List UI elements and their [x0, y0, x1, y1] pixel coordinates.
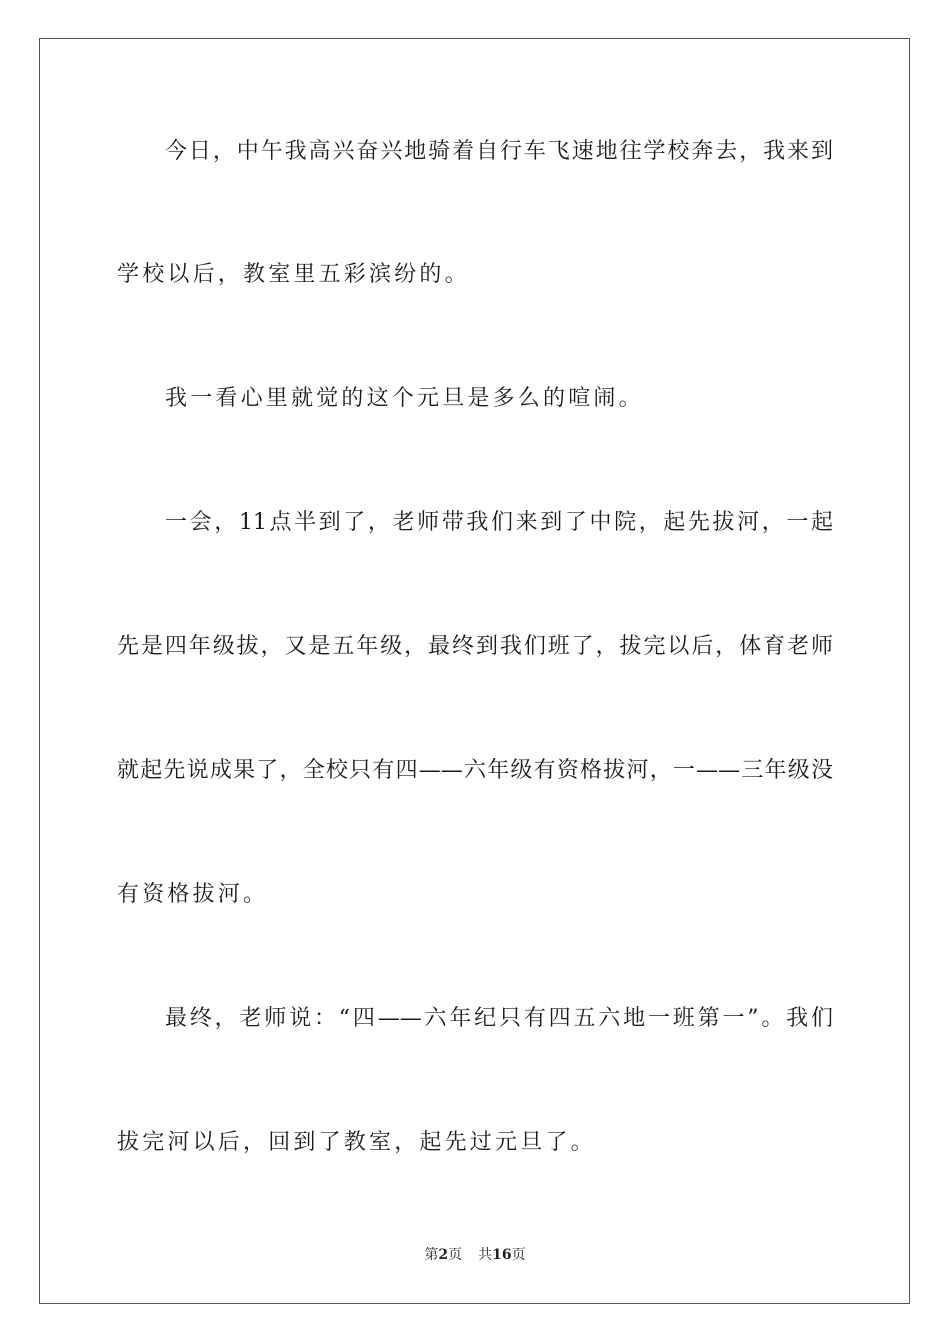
footer-page-suffix: 页 [448, 1247, 463, 1263]
paragraph-4-line-1: 最终，老师说：“四——六年纪只有四五六地一班第一”。我们 [165, 1006, 833, 1031]
footer-total-prefix: 共 [478, 1247, 493, 1263]
footer-page-prefix: 第 [424, 1247, 439, 1263]
paragraph-3-line-3: 就起先说成果了，全校只有四——六年级有资格拔河，一——三年级没 [117, 758, 833, 783]
footer-page-number: 2 [438, 1247, 449, 1263]
page-border [39, 38, 910, 1304]
page-footer [0, 1246, 950, 1264]
paragraph-3-line-4: 有资格拔河。 [117, 882, 269, 907]
footer-total-pages: 16 [492, 1247, 512, 1263]
footer-total-suffix: 页 [511, 1247, 526, 1263]
paragraph-3-line-1: 一会，11点半到了，老师带我们来到了中院，起先拔河，一起 [165, 510, 833, 535]
paragraph-2-line-1: 我一看心里就觉的这个元旦是多么的喧闹。 [165, 386, 644, 411]
paragraph-3-line-2: 先是四年级拔，又是五年级，最终到我们班了，拔完以后，体育老师 [117, 634, 833, 659]
paragraph-1-line-1: 今日，中午我高兴奋兴地骑着自行车飞速地往学校奔去，我来到 [165, 139, 833, 164]
paragraph-4-line-2: 拔完河以后，回到了教室，起先过元旦了。 [117, 1130, 596, 1155]
paragraph-1-line-2: 学校以后，教室里五彩滨纷的。 [117, 262, 470, 287]
